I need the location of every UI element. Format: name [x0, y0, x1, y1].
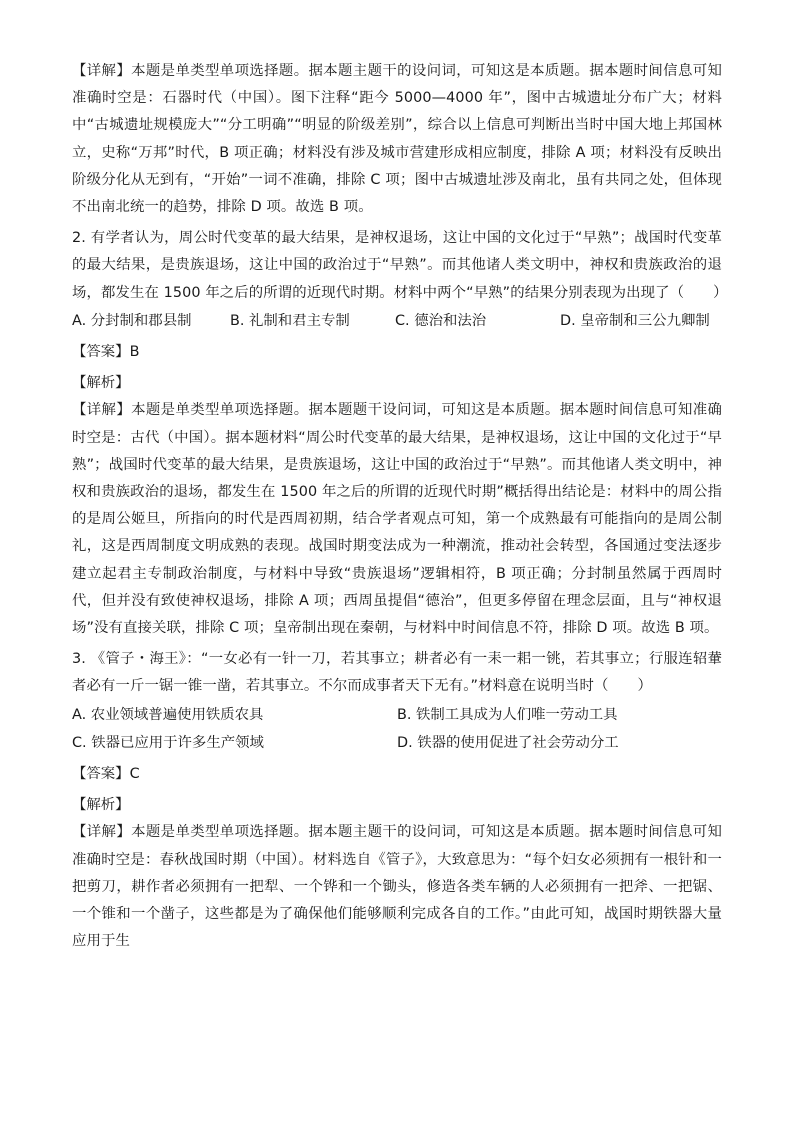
q3-detail: 【详解】本题是单类型单项选择题。据本题主题干的设问词，可知这是本质题。据本题时间信息可知准确时空是：春秋战国时期（中国）。材料选自《管子》，大致意思为：“每个妇女必须拥有一根针和一把剪刀，耕作者必须拥有一把犁、一个铧和一个锄头，修造各类车辆的人必须拥有一把斧、一把锯、一个锥和一个凿子，这些都是为了确保他们能够顺利完成各自的工作。”由此可知，战国时期铁器大量应用于生 — [72, 824, 722, 950]
q3-analysis-heading: 【解析】 — [72, 797, 130, 814]
q2-option-d: D. 皇帝制和三公九卿制 — [560, 312, 710, 329]
q2-options — [72, 308, 722, 335]
q3-options-row1 — [72, 702, 722, 729]
q3-option-c: C. 铁器已应用于许多生产领域 — [72, 734, 264, 751]
q2-answer: 【答案】B — [72, 344, 140, 361]
question-2 — [72, 225, 728, 642]
q2-option-b: B. 礼制和君主专制 — [230, 312, 350, 329]
q2-detail: 【详解】本题是单类型单项选择题。据本题题干设问词，可知这是本质题。据本题时间信息可知准确时空是：古代（中国）。据本题材料“周公时代变革的最大结果，是神权退场，这让中国的文化过于“早熟”；战国时代变革的最大结果，是贵族退场，这让中国的政治过于“早熟”。而其他诸人类文明中，神权和贵族政治的退场，都发生在 1500 年之后的所谓的近现代时期”概括得出结论是：材料中的周公指的是周公姬旦，所指向的时代是西周初期，结合学者观点可知，第一个成熟最有可能指向的是周公制礼，这是西周制度文明成熟的表现。战国时期变法成为一种潮流，推动社会转型，各国通过变法逐步建立起君主专制政治制度，与材料中导致“贵族退场”逻辑相符，B 项正确；分封制虽然属于西周时代，但并没有致使神权退场，排除 A 项；西周虽提倡“德治”，但更多停留在理念层面，且与“神权退场”没有直接关联，排除 C 项；皇帝制出现在秦朝，与材料中时间信息不符，排除 D 项。故选 B 项。 — [72, 402, 722, 637]
q2-stem: 2. 有学者认为，周公时代变革的最大结果，是神权退场，这让中国的文化过于“早熟”；战国时代变革的最大结果，是贵族退场，这让中国的政治过于“早熟”。而其他诸人类文明中，神权和贵族政治的退场，都发生在 1500 年之后的所谓的近现代时期。材料中两个“早熟”的结果分别表现为出现了（ ） — [72, 230, 728, 301]
q3-option-b: B. 铁制工具成为人们唯一劳动工具 — [397, 706, 618, 723]
question-3 — [72, 646, 722, 955]
q2-analysis-heading: 【解析】 — [72, 375, 130, 392]
q2-option-a: A. 分封制和郡县制 — [72, 312, 192, 329]
q3-options-row2 — [72, 730, 722, 757]
q3-option-a: A. 农业领域普遍使用铁质农具 — [72, 706, 264, 723]
q2-option-c: C. 德治和法治 — [395, 312, 487, 329]
document-page — [72, 58, 728, 956]
q3-stem: 3. 《管子・海王》：“一女必有一针一刀，若其事立；耕者必有一耒一耜一铫，若其事立；行服连轺輂者必有一斤一锯一锥一凿，若其事立。不尔而成事者天下无有。”材料意在说明当时（ ） — [72, 651, 722, 695]
q1-detail: 【详解】本题是单类型单项选择题。据本题主题干的设问词，可知这是本质题。据本题时间信息可知准确时空是：石器时代（中国）。图下注释“距今 5000—4000 年”，图中古城遗址分布广大；材料中“古城遗址规模庞大”“分工明确”“明显的阶级差别”，综合以上信息可判断出当时中国大地上邦国林立，史称“万邦”时代，B 项正确；材料没有涉及城市营建形成相应制度，排除 A 项；材料没有反映出阶级分化从无到有，“开始”一词不准确，排除 C 项；图中古城遗址涉及南北，虽有共同之处，但体现不出南北统一的趋势，排除 D 项。故选 B 项。 — [72, 63, 722, 216]
q3-option-d: D. 铁器的使用促进了社会劳动分工 — [397, 734, 619, 751]
q3-answer: 【答案】C — [72, 766, 140, 783]
